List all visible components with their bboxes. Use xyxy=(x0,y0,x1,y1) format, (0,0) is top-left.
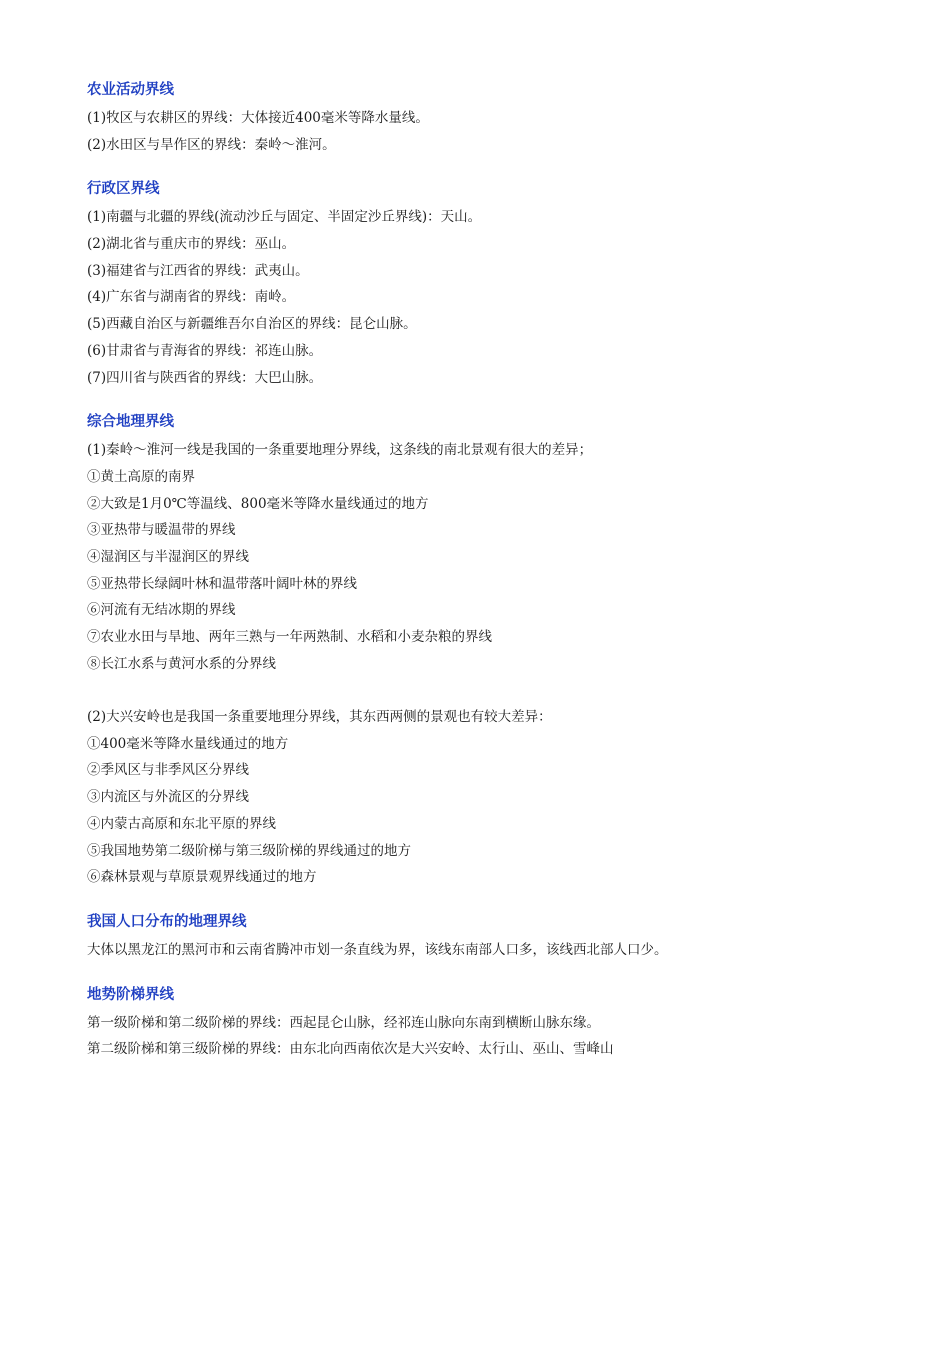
section-agriculture-boundary xyxy=(87,78,887,158)
section-administrative-boundary xyxy=(87,177,887,391)
text-line: (1)南疆与北疆的界线(流动沙丘与固定、半固定沙丘界线)：天山。 xyxy=(87,209,482,226)
text-line: 第二级阶梯和第三级阶梯的界线：由东北向西南依次是大兴安岭、太行山、巫山、雪峰山 xyxy=(87,1041,614,1058)
list-item: ⑥森林景观与草原景观界线通过的地方 xyxy=(87,869,317,886)
text-line: (6)甘肃省与青海省的界线：祁连山脉。 xyxy=(87,342,323,359)
section-population-boundary xyxy=(87,910,887,964)
section-terrain-step-boundary xyxy=(87,983,887,1063)
text-line: (2)水田区与旱作区的界线：秦岭～淮河。 xyxy=(87,136,336,153)
text-line: (7)四川省与陕西省的界线：大巴山脉。 xyxy=(87,369,323,386)
list-item: ③内流区与外流区的分界线 xyxy=(87,789,249,806)
list-item: ③亚热带与暖温带的界线 xyxy=(87,522,236,539)
section-heading: 行政区界线 xyxy=(87,181,160,198)
list-item: ①黄土高原的南界 xyxy=(87,468,195,485)
list-item: ⑤亚热带长绿阔叶林和温带落叶阔叶林的界线 xyxy=(87,575,357,592)
section-heading: 地势阶梯界线 xyxy=(87,986,174,1003)
list-item: ⑥河流有无结冰期的界线 xyxy=(87,602,236,619)
list-item: ⑦农业水田与旱地、两年三熟与一年两熟制、水稻和小麦杂粮的界线 xyxy=(87,629,492,645)
section-heading: 农业活动界线 xyxy=(87,82,174,98)
text-line: (2)大兴安岭也是我国一条重要地理分界线，其东西两侧的景观也有较大差异： xyxy=(87,709,552,726)
text-line: 第一级阶梯和第二级阶梯的界线：西起昆仑山脉，经祁连山脉向东南到横断山脉东缘。 xyxy=(87,1014,600,1031)
section-comprehensive-boundary xyxy=(87,410,887,891)
text-line: (4)广东省与湖南省的界线：南岭。 xyxy=(87,289,296,306)
text-line: (5)西藏自治区与新疆维吾尔自治区的界线：昆仑山脉。 xyxy=(87,316,417,333)
text-line: (1)秦岭～淮河一线是我国的一条重要地理分界线，这条线的南北景观有很大的差异； xyxy=(87,442,593,459)
blank-line xyxy=(87,677,887,704)
list-item: ①400毫米等降水量线通过的地方 xyxy=(87,735,289,752)
list-item: ④湿润区与半湿润区的界线 xyxy=(87,548,249,565)
document-page xyxy=(87,78,887,1063)
text-line: (3)福建省与江西省的界线：武夷山。 xyxy=(87,262,309,279)
list-item: ⑧长江水系与黄河水系的分界线 xyxy=(87,655,276,672)
text-line: (2)湖北省与重庆市的界线：巫山。 xyxy=(87,236,296,253)
section-heading: 我国人口分布的地理界线 xyxy=(87,913,247,930)
list-item: ⑤我国地势第二级阶梯与第三级阶梯的界线通过的地方 xyxy=(87,842,411,859)
section-heading: 综合地理界线 xyxy=(87,414,174,431)
text-line: (1)牧区与农耕区的界线：大体接近400毫米等降水量线。 xyxy=(87,110,429,126)
list-item: ②大致是1月0℃等温线、800毫米等降水量线通过的地方 xyxy=(87,495,429,512)
list-item: ②季风区与非季风区分界线 xyxy=(87,762,249,779)
list-item: ④内蒙古高原和东北平原的界线 xyxy=(87,815,276,832)
text-line: 大体以黑龙江的黑河市和云南省腾冲市划一条直线为界，该线东南部人口多，该线西北部人口少。 xyxy=(87,941,668,958)
